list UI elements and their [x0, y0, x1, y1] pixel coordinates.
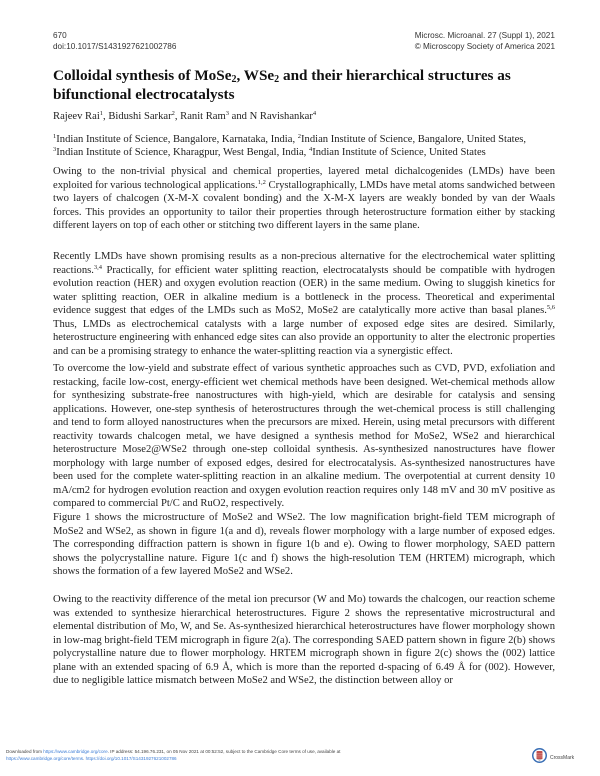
paragraph-text: Owing to the reactivity difference of the metal ion precursor (W and Mo) towards the chalcogen, our reaction scheme was extended to synthesize hierarchical heterostructures. Figure 2 shows the representative microstructural and elemental distribution of Mo, W, and Se. As-synthesized hierarchical heterostructures have flower morphology shown in low-mag bright-field TEM micrograph in figure 2(a). The corresponding SAED pattern shown in figure 2(b) shows polycrystalline nature due to flower morphology. HRTEM micrograph shown in figure 2(c) shows the (002) lattice plane with an extended spacing of 6.9 Å, which is more than the reported d-spacing of 6.49 Å for (002). However, due to negligible lattice mismatch between MoSe2 and WSe2, the distinction between alloy or	[53, 594, 555, 687]
author-separator: ,	[174, 111, 181, 122]
footer-text: .	[83, 756, 86, 761]
author-name: Rajeev Rai	[53, 111, 100, 122]
affiliation-number: 3	[53, 145, 57, 153]
paragraph-text: To overcome the low-yield and substrate effect of various synthetic approaches such as CVD, PVD, exfoliation and restacking, facile low-cost, energy-efficient wet chemical methods have been designed. Wet-chemical methods allow for synthesizing substrate-free nanostructures with high-yield, which are desirable for catalysis and sensing applications. However, one-step synthesis of heterostructures through the wet-chemical process is still challenging and tend to form alloyed nanostructures when the precursors are mixed. Herein, using metal precursors with different reactivity towards chalcogen metal, we have designed a synthesis method for MoSe2, WSe2 and hierarchical heterostructure Mose2@WSe2 through one-step colloidal synthesis. As-synthesized nanostructures have flower morphology with large number of exposed edges, desired for electrocatalysis. As-synthesized nanostructures have been used for the complete water-splitting reaction in an alkaline medium. The overpotential at current density 10 mA/cm2 for hydrogen evolution reaction and oxygen evolution reaction requires only 148 mV and 30 mV positive as compared to commercial Pt/C and RuO2, respectively.	[53, 363, 555, 510]
paragraph-text: Crystallographically, LMDs have metal atoms sandwiched between two layers of chalcogen (X-M-X covalent bonding) and the X-M-X layers are weakly bonded by van der Waals forces. This provides an opportunity to tailor their properties through heterostructure formation either by stacking different layers on top of each other or stitching two different layers in the same plane.	[53, 179, 555, 232]
citation-ref: 3,4	[93, 263, 103, 271]
citation-ref: 1,2	[257, 178, 266, 186]
footer-text: Downloaded from	[6, 749, 44, 754]
author-name: N Ravishankar	[249, 111, 313, 122]
terms-link[interactable]: https://www.cambridge.org/core/terms	[6, 756, 84, 761]
page-number: 670	[53, 31, 67, 40]
paragraph-method	[53, 362, 555, 511]
author-separator: and	[229, 111, 250, 122]
crossmark-icon	[532, 748, 547, 768]
paragraph-motivation	[53, 250, 555, 358]
paper-title	[53, 66, 563, 104]
cambridge-core-link[interactable]: https://www.cambridge.org/core	[43, 749, 108, 754]
affiliation-text: Indian Institute of Science, Bangalore, Karnataka, India,	[56, 134, 298, 145]
affiliation-text: Indian Institute of Science, Kharagpur, West Bengal, India,	[56, 146, 309, 158]
copyright: © Microscopy Society of America 2021	[414, 42, 555, 51]
title-subscript: 2	[231, 74, 237, 85]
title-text: and their hierarchical structures as bifunctional electrocatalysts	[53, 67, 511, 103]
affiliation-number: 2	[297, 133, 302, 140]
author-name: Bidushi Sarkar	[108, 111, 172, 122]
doi-link[interactable]: https://doi.org/10.1017/S1431927621002786	[85, 756, 177, 761]
title-text: , WSe	[236, 67, 275, 84]
footer-line-2	[6, 755, 476, 762]
journal-citation: Microsc. Microanal. 27 (Suppl 1), 2021	[414, 31, 555, 40]
affiliation-number: 1	[53, 133, 57, 140]
affiliations	[53, 134, 555, 159]
affiliation-text: Indian Institute of Science, United States	[312, 146, 486, 158]
paragraph-text: Recently LMDs have shown promising results as a non-precious alternative for the electrochemical water splitting reactions.	[53, 251, 555, 276]
crossmark-label: CrossMark	[550, 755, 575, 761]
crossmark-badge[interactable]	[532, 748, 574, 768]
paragraph-text: Figure 1 shows the microstructure of MoSe2 and WSe2. The low magnification bright-field TEM micrograph of MoSe2 and WSe2, as shown in figure 1(a and d), reveals flower morphology with a large number of exposed edges. The corresponding diffraction pattern is shown in figure 1(b and e). Owing to flower morphology, SAED pattern shows the polycrystalline nature. Figure 1(c and f) shows the high-resolution TEM (HRTEM) micrograph, which shows the formation of a few layered MoSe2 and WSe2.	[53, 512, 555, 578]
author-affiliation-mark: 2	[171, 110, 175, 117]
title-subscript: 2	[274, 74, 280, 85]
paragraph-intro	[53, 165, 555, 233]
paragraph-text: Thus, LMDs as electrochemical catalysts with a large number of exposed edge sites are desired. Similarly, heterostructure engineering with enhanced edge sites can also provide an opportunity to alter the electronic properties and can be a promising strategy to enhance the water-splitting reaction via a synergistic effect.	[53, 318, 555, 357]
footer-text: . IP address: 54.196.76.231, on 05 Nov 2021 at 00:52:52, subject to the Cambridge Core terms of use, available at	[107, 749, 341, 754]
page-header-right	[415, 30, 555, 52]
author-affiliation-mark: 1	[99, 110, 104, 117]
citation-ref: 5,6	[546, 304, 555, 312]
download-footer	[6, 748, 476, 762]
author-list	[53, 111, 316, 122]
title-text: Colloidal synthesis of MoSe	[53, 67, 232, 84]
paragraph-figure2	[53, 593, 555, 688]
paragraph-text: Owing to the non-trivial physical and chemical properties, layered metal dichalcogenides (LMDs) have been exploited for various technological applications.	[53, 166, 555, 191]
paragraph-text: Practically, for efficient water splitting reaction, electrocatalysts should be compatible with hydrogen evolution reaction (HER) and oxygen evolution reaction (OER) in the same medium. Owing to sluggish kinetics for water splitting reaction, OER in alkaline medium is a bottleneck in the process. Theoretical and experimental evidence suggest that edges of the LMDs such as MoS2, MoSe2 are catalytically more active than basal planes.	[53, 264, 555, 317]
paragraph-figure1	[53, 511, 555, 579]
author-separator: ,	[103, 111, 109, 122]
page-header-left	[53, 30, 176, 52]
doi: doi:10.1017/S1431927621002786	[53, 42, 177, 51]
affiliation-number: 4	[308, 145, 313, 153]
author-name: Ranit Ram	[180, 111, 226, 122]
author-affiliation-mark: 3	[225, 110, 229, 117]
author-affiliation-mark: 4	[312, 110, 317, 117]
footer-line-1	[6, 748, 476, 755]
affiliation-text: Indian Institute of Science, Bangalore, United States,	[301, 134, 527, 145]
